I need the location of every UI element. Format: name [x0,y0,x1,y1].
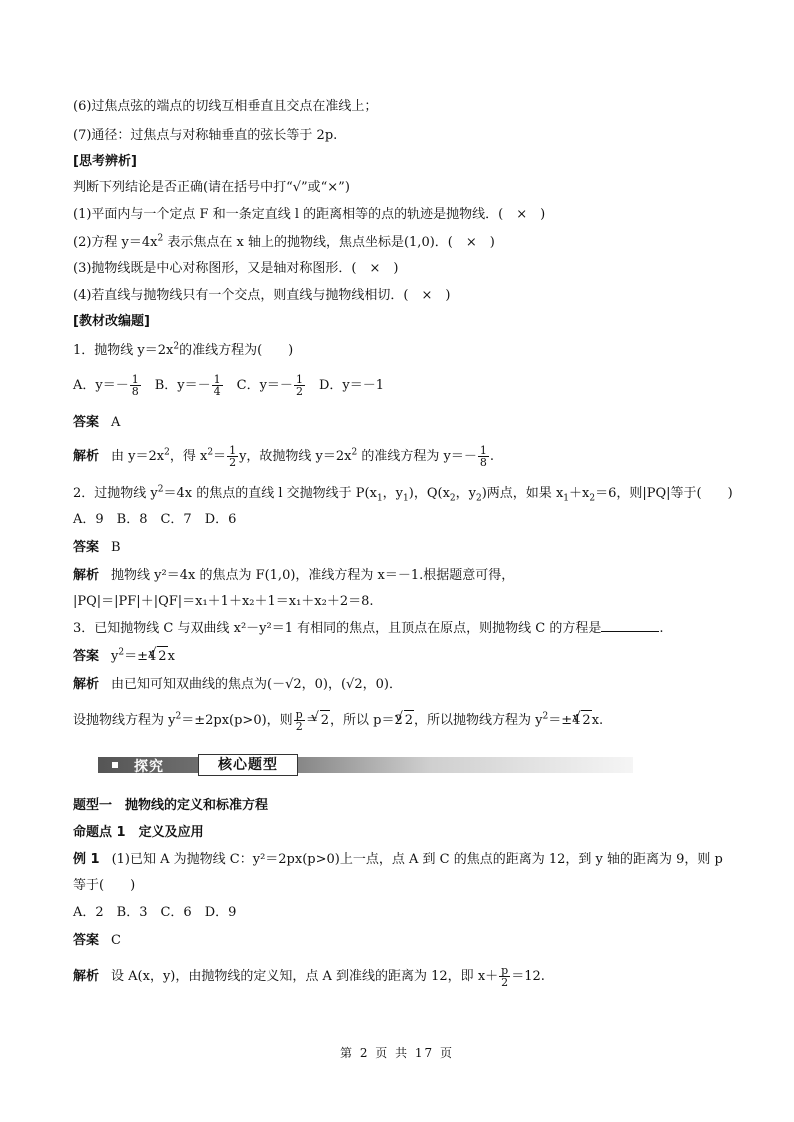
command-point-1-title: 命题点 1 定义及应用 [73,825,204,840]
example-1-analysis: 解析 设 A(x，y)，由抛物线的定义知，点 A 到准线的距离为 12，即 x＋ $\frac{p}{2}$ ＝12. [73,964,545,989]
banner-bar [98,757,633,773]
property-7: (7)通径：过焦点与对称轴垂直的弦长等于 2p. [73,128,338,143]
example-1-line-1: 例 1 (1)已知 A 为抛物线 C：y²＝2px(p>0)上一点，点 A 到 C 的焦点的距离为 12，到 y 轴的距离为 9，则 p [73,852,723,867]
property-6: (6)过焦点弦的端点的切线互相垂直且交点在准线上； [73,99,378,114]
judge-intro: 判断下列结论是否正确(请在括号中打“√”或“×”) [73,180,350,195]
question-2-options: A．9 B．8 C．7 D．6 [73,512,237,527]
banner-title: 核心题型 [198,754,298,776]
question-2-analysis-2: |PQ|＝|PF|＋|QF|＝x₁＋1＋x₂＋1＝x₁＋x₂＋2＝8. [73,594,374,609]
judge-item-4: (4)若直线与抛物线只有一个交点，则直线与抛物线相切．( × ) [73,288,451,303]
question-1-options: A．y＝－ $\frac{1}{8}$ B．y＝－ $\frac{1}{4}$ C．y＝－ $\frac{1}{2}$ D．y＝－1 [73,373,384,398]
section-textbook-title: [教材改编题] [73,314,150,329]
question-1-analysis: 解析 由 $y=2x^2$，得 $x^2=$ $\frac{1}{2}$ y，故抛物线 $y=2x^2$ 的准线方程为 y＝－ $\frac{1}{8}$ . [73,444,494,469]
example-1-answer: 答案 C [73,933,121,948]
answer-blank [601,619,659,632]
question-3-analysis-2: 设抛物线方程为 $y^2=\pm 2px(p>0)$，则 $\frac{p}{2}$ ＝√ 2，所以 p＝2√ 2，所以抛物线方程为 $y^2=\pm 4√$ 2x. [73,709,603,732]
judge-item-1: (1)平面内与一个定点 F 和一条定直线 l 的距离相等的点的轨迹是抛物线．( × ) [73,207,546,222]
example-1-options: A．2 B．3 C．6 D．9 [73,905,237,920]
section-banner [98,751,633,777]
question-2-stem: 2．过抛物线 $y^2=4x$ 的焦点的直线 l 交抛物线于 $P(x_1$，$y_1$)，$Q(x_2$，$y_2$)两点，如果 $x_1+x_2=6$，则|PQ|等于( ) [73,484,733,504]
page-footer: 第 2 页 共 17 页 [340,1046,454,1060]
banner-tag: 探究 [134,759,164,775]
example-1-line-2: 等于( ) [73,878,136,893]
section-think-title: [思考辨析] [73,154,137,169]
question-1-stem: 1．抛物线 $y=2x^2$的准线方程为( ) [73,341,294,358]
question-3-analysis-1: 解析 由已知可知双曲线的焦点为(－√2，0)，(√2，0)． [73,677,402,692]
judge-item-3: (3)抛物线既是中心对称图形，又是轴对称图形．( × ) [73,261,399,276]
question-2-analysis-1: 解析 抛物线 y²＝4x 的焦点为 F(1,0)，准线方程为 x＝－1.根据题意可得， [73,568,515,583]
question-3-stem: 3．已知抛物线 C 与双曲线 x²－y²＝1 有相同的焦点，且顶点在原点，则抛物线 C 的方程是 . [73,621,664,636]
type-1-title: 题型一 抛物线的定义和标准方程 [73,798,269,813]
question-2-answer: 答案 B [73,540,121,555]
question-1-answer: 答案 A [73,415,121,430]
judge-item-2: (2)方程 $y=4x^2$ 表示焦点在 x 轴上的抛物线，焦点坐标是(1,0)．( × ) [73,233,495,250]
question-3-answer: 答案 $y^2=\pm 4√$ 2x [73,646,175,667]
banner-square-icon [112,762,118,768]
